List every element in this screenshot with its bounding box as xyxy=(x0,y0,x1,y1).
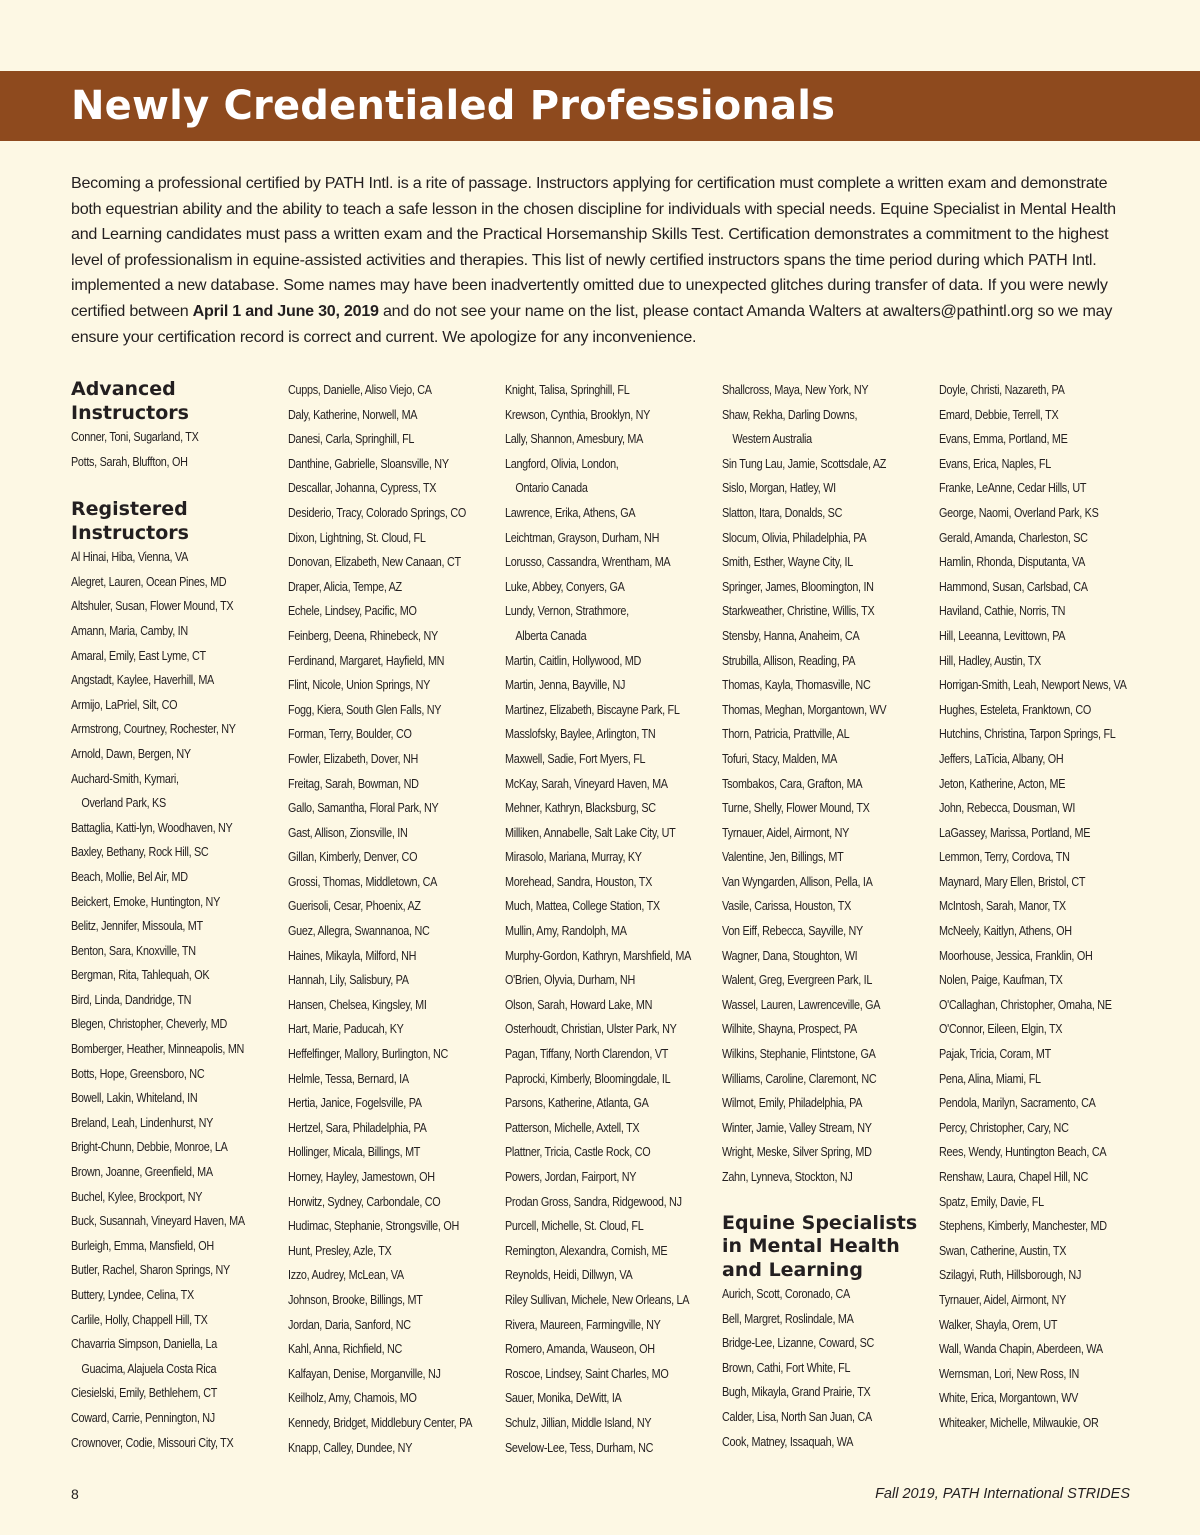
list-item: Jeton, Katherine, Acton, ME xyxy=(939,776,1066,791)
list-item: Spatz, Emily, Davie, FL xyxy=(939,1194,1044,1209)
list-item: Breland, Leah, Lindenhurst, NY xyxy=(71,1115,214,1130)
list-item: Hamlin, Rhonda, Disputanta, VA xyxy=(939,555,1086,570)
list-item: Sevelow-Lee, Tess, Durham, NC xyxy=(505,1440,654,1455)
list-item: Altshuler, Susan, Flower Mound, TX xyxy=(71,599,234,614)
intro-paragraph xyxy=(71,171,1131,350)
list-item: Cook, Matney, Issaquah, WA xyxy=(722,1434,854,1449)
list-item: Fowler, Elizabeth, Dover, NH xyxy=(288,751,419,766)
list-item: Overland Park, KS xyxy=(81,796,166,811)
list-item: Hammond, Susan, Carlsbad, CA xyxy=(939,579,1088,594)
list-item: Bergman, Rita, Tahlequah, OK xyxy=(71,968,210,983)
list-item: Bell, Margret, Roslindale, MA xyxy=(722,1311,854,1326)
section-title-line: Instructors xyxy=(71,401,189,424)
list-item: Wagner, Dana, Stoughton, WI xyxy=(722,948,858,963)
list-item: Parsons, Katherine, Atlanta, GA xyxy=(505,1096,649,1111)
list-item: Bugh, Mikayla, Grand Prairie, TX xyxy=(722,1385,871,1400)
list-item: Heffelfinger, Mallory, Burlington, NC xyxy=(288,1047,449,1062)
list-item: Wilkins, Stephanie, Flintstone, GA xyxy=(722,1047,876,1062)
list-item: Amann, Maria, Camby, IN xyxy=(71,623,188,638)
list-item: Benton, Sara, Knoxville, TN xyxy=(71,943,196,958)
list-item: Shaw, Rekha, Darling Downs, xyxy=(722,407,858,422)
list-item: Baxley, Bethany, Rock Hill, SC xyxy=(71,845,209,860)
list-item: LaGassey, Marissa, Portland, ME xyxy=(939,825,1091,840)
list-item: Hunt, Presley, Azle, TX xyxy=(288,1243,392,1258)
list-item: Freitag, Sarah, Bowman, ND xyxy=(288,776,419,791)
list-item: Stephens, Kimberly, Manchester, MD xyxy=(939,1219,1107,1234)
list-item: Evans, Erica, Naples, FL xyxy=(939,456,1051,471)
list-item: John, Rebecca, Dousman, WI xyxy=(939,801,1076,816)
list-item: Armijo, LaPriel, Silt, CO xyxy=(71,697,178,712)
list-item: Calder, Lisa, North San Juan, CA xyxy=(722,1410,872,1425)
list-item: Ontario Canada xyxy=(515,481,588,496)
list-item: Crownover, Codie, Missouri City, TX xyxy=(71,1435,234,1450)
list-item: Sislo, Morgan, Hatley, WI xyxy=(722,481,836,496)
list-item: Renshaw, Laura, Chapel Hill, NC xyxy=(939,1170,1088,1184)
list-item: Mullin, Amy, Randolph, MA xyxy=(505,924,627,939)
list-item: Burleigh, Emma, Mansfield, OH xyxy=(71,1238,214,1253)
list-item: McNeely, Kaitlyn, Athens, OH xyxy=(939,924,1072,939)
list-item: Tofuri, Stacy, Malden, MA xyxy=(722,751,838,766)
list-item: Feinberg, Deena, Rhinebeck, NY xyxy=(288,628,438,643)
list-item: Blegen, Christopher, Cheverly, MD xyxy=(71,1017,228,1032)
list-item: Chavarria Simpson, Daniella, La xyxy=(71,1337,217,1352)
list-item: Springer, James, Bloomington, IN xyxy=(722,579,874,594)
section-title-registered-instructors xyxy=(71,498,283,545)
list-item: Dixon, Lightning, St. Cloud, FL xyxy=(288,530,426,545)
list-item: Buttery, Lyndee, Celina, TX xyxy=(71,1288,194,1302)
publication-footer: Fall 2019, PATH International STRIDES xyxy=(875,1486,1130,1502)
advanced-instructors-list xyxy=(71,425,283,474)
list-item: Botts, Hope, Greensboro, NC xyxy=(71,1066,205,1081)
list-item: Thomas, Meghan, Morgantown, WV xyxy=(722,702,887,717)
list-item: Hannah, Lily, Salisbury, PA xyxy=(288,973,409,988)
list-item: Hertzel, Sara, Philadelphia, PA xyxy=(288,1120,427,1135)
list-item: Vasile, Carissa, Houston, TX xyxy=(722,899,852,914)
list-item: Kennedy, Bridget, Middlebury Center, PA xyxy=(288,1415,473,1430)
list-item: Beickert, Emoke, Huntington, NY xyxy=(71,894,220,909)
list-item: Bright-Chunn, Debbie, Monroe, LA xyxy=(71,1140,228,1155)
list-item: Kahl, Anna, Richfield, NC xyxy=(288,1342,403,1357)
list-item: White, Erica, Morgantown, WV xyxy=(939,1391,1079,1406)
list-item: Paprocki, Kimberly, Bloomingdale, IL xyxy=(505,1071,671,1086)
list-item: Smith, Esther, Wayne City, IL xyxy=(722,555,853,570)
list-item: Riley Sullivan, Michele, New Orleans, LA xyxy=(505,1292,690,1307)
list-item: Strubilla, Allison, Reading, PA xyxy=(722,653,856,668)
list-item: Mirasolo, Mariana, Murray, KY xyxy=(505,850,642,865)
list-item: Much, Mattea, College Station, TX xyxy=(505,899,660,914)
list-item: Angstadt, Kaylee, Haverhill, MA xyxy=(71,673,214,688)
column-2 xyxy=(288,378,500,1460)
page-number: 8 xyxy=(71,1486,79,1502)
list-item: Alegret, Lauren, Ocean Pines, MD xyxy=(71,574,227,589)
list-item: Guez, Allegra, Swannanoa, NC xyxy=(288,924,430,939)
list-item: Conner, Toni, Sugarland, TX xyxy=(71,430,199,444)
column-1 xyxy=(71,378,283,1455)
list-item: Ciesielski, Emily, Bethlehem, CT xyxy=(71,1386,218,1401)
section-title-line: Instructors xyxy=(71,521,189,544)
list-item: Romero, Amanda, Wauseon, OH xyxy=(505,1342,655,1357)
section-title-equine-specialists xyxy=(722,1212,934,1283)
list-item: Guacima, Alajuela Costa Rica xyxy=(81,1361,217,1376)
list-item: Turne, Shelly, Flower Mound, TX xyxy=(722,801,870,816)
section-title-line: Equine Specialists xyxy=(722,1211,918,1234)
list-item: Danthine, Gabrielle, Sloansville, NY xyxy=(288,456,449,471)
list-item: Hart, Marie, Paducah, KY xyxy=(288,1022,404,1037)
list-item: Wright, Meske, Silver Spring, MD xyxy=(722,1145,872,1160)
intro-text-part2: and do not see your name on the list, please contact Amanda Walters at awalters@pathintl.org so we may ensure your certification record is correct and current. We apologize for any inconvenience. xyxy=(71,301,1113,346)
list-item: Lally, Shannon, Amesbury, MA xyxy=(505,432,644,447)
list-item: Arnold, Dawn, Bergen, NY xyxy=(71,746,191,761)
list-item: Wall, Wanda Chapin, Aberdeen, WA xyxy=(939,1342,1103,1357)
list-item: Horrigan-Smith, Leah, Newport News, VA xyxy=(939,678,1127,693)
list-item: Jordan, Daria, Sanford, NC xyxy=(288,1317,411,1332)
list-item: Leichtman, Grayson, Durham, NH xyxy=(505,530,660,545)
list-item: Horwitz, Sydney, Carbondale, CO xyxy=(288,1194,441,1209)
list-item: Forman, Terry, Boulder, CO xyxy=(288,727,412,742)
list-item: Amaral, Emily, East Lyme, CT xyxy=(71,648,206,663)
list-item: Armstrong, Courtney, Rochester, NY xyxy=(71,722,236,737)
list-item: Von Eiff, Rebecca, Sayville, NY xyxy=(722,924,863,939)
list-item: Hutchins, Christina, Tarpon Springs, FL xyxy=(939,727,1116,742)
list-item: Murphy-Gordon, Kathryn, Marshfield, MA xyxy=(505,948,692,963)
list-item: Cupps, Danielle, Aliso Viejo, CA xyxy=(288,383,432,397)
list-item: Western Australia xyxy=(732,432,812,447)
list-item: Williams, Caroline, Claremont, NC xyxy=(722,1071,877,1086)
list-item: Butler, Rachel, Sharon Springs, NY xyxy=(71,1263,230,1278)
list-item: O'Callaghan, Christopher, Omaha, NE xyxy=(939,997,1112,1012)
list-item: Thomas, Kayla, Thomasville, NC xyxy=(722,678,871,693)
registered-instructors-list-b xyxy=(288,378,500,1460)
list-item: Pendola, Marilyn, Sacramento, CA xyxy=(939,1096,1096,1111)
list-item: Pajak, Tricia, Coram, MT xyxy=(939,1047,1051,1062)
list-item: Starkweather, Christine, Willis, TX xyxy=(722,604,875,619)
list-item: Kalfayan, Denise, Morganville, NJ xyxy=(288,1366,441,1381)
list-item: Morehead, Sandra, Houston, TX xyxy=(505,874,653,889)
section-title-line: and Learning xyxy=(722,1258,863,1281)
list-item: Whiteaker, Michelle, Milwaukie, OR xyxy=(939,1415,1099,1430)
list-item: Horney, Hayley, Jamestown, OH xyxy=(288,1170,435,1184)
list-item: Nolen, Paige, Kaufman, TX xyxy=(939,973,1063,988)
list-item: Rivera, Maureen, Farmingville, NY xyxy=(505,1317,661,1332)
list-item: Wassel, Lauren, Lawrenceville, GA xyxy=(722,997,881,1012)
list-item: Auchard-Smith, Kymari, xyxy=(71,771,179,786)
list-item: Moorhouse, Jessica, Franklin, OH xyxy=(939,948,1093,963)
list-item: Ferdinand, Margaret, Hayfield, MN xyxy=(288,653,445,668)
list-item: Milliken, Annabelle, Salt Lake City, UT xyxy=(505,825,676,840)
list-item: Purcell, Michelle, St. Cloud, FL xyxy=(505,1219,644,1234)
list-item: Stensby, Hanna, Anaheim, CA xyxy=(722,628,860,643)
list-item: Jeffers, LaTicia, Albany, OH xyxy=(939,751,1064,766)
list-item: Potts, Sarah, Bluffton, OH xyxy=(71,454,188,469)
list-item: Winter, Jamie, Valley Stream, NY xyxy=(722,1120,872,1135)
list-item: Gerald, Amanda, Charleston, SC xyxy=(939,530,1088,545)
list-item: Flint, Nicole, Union Springs, NY xyxy=(288,678,431,693)
list-item: Hertia, Janice, Fogelsville, PA xyxy=(288,1096,422,1111)
list-item: Martinez, Elizabeth, Biscayne Park, FL xyxy=(505,702,680,717)
list-item: Pena, Alina, Miami, FL xyxy=(939,1071,1041,1086)
column-5 xyxy=(939,378,1151,1436)
list-item: Sauer, Monika, DeWitt, IA xyxy=(505,1391,622,1406)
section-title-line: Advanced xyxy=(71,378,176,400)
list-item: Wilmot, Emily, Philadelphia, PA xyxy=(722,1096,863,1111)
list-item: Gallo, Samantha, Floral Park, NY xyxy=(288,801,439,816)
list-item: Valentine, Jen, Billings, MT xyxy=(722,850,844,865)
list-item: Knapp, Calley, Dundee, NY xyxy=(288,1440,413,1455)
page-title: Newly Credentialed Professionals xyxy=(71,83,836,129)
list-item: Lorusso, Cassandra, Wrentham, MA xyxy=(505,555,671,570)
registered-instructors-list-a xyxy=(71,545,283,1455)
list-item: Johnson, Brooke, Billings, MT xyxy=(288,1292,423,1307)
list-item: Buchel, Kylee, Brockport, NY xyxy=(71,1189,203,1204)
list-item: Shallcross, Maya, New York, NY xyxy=(722,383,869,397)
list-item: Slatton, Itara, Donalds, SC xyxy=(722,505,843,520)
list-item: Draper, Alicia, Tempe, AZ xyxy=(288,579,402,594)
list-item: George, Naomi, Overland Park, KS xyxy=(939,505,1099,520)
list-item: Sin Tung Lau, Jamie, Scottsdale, AZ xyxy=(722,456,887,471)
list-item: Slocum, Olivia, Philadelphia, PA xyxy=(722,530,867,545)
list-item: Izzo, Audrey, McLean, VA xyxy=(288,1268,404,1283)
list-item: Helmle, Tessa, Bernard, IA xyxy=(288,1071,409,1086)
intro-text-part1: Becoming a professional certified by PATH Intl. is a rite of passage. Instructors applying for certification must complete a written exam and demonstrate both equestrian ability and the ability to teach a safe lesson in the chosen discipline for individuals with special needs. Equine Specialist in Mental Health and Learning candidates must pass a written exam and the Practical Horsemanship Skills Test. Certification demonstrates a commitment to the highest level of professionalism in equine-assisted activities and therapies. This list of newly certified instructors spans the time period during which PATH Intl. implemented a new database. Some names may have been inadvertently omitted due to unexpected glitches during transfer of data. If you were newly certified between xyxy=(71,174,1116,320)
list-item: Walent, Greg, Evergreen Park, IL xyxy=(722,973,873,988)
list-item: Tsombakos, Cara, Grafton, MA xyxy=(722,776,863,791)
list-item: Franke, LeAnne, Cedar Hills, UT xyxy=(939,481,1087,496)
list-item: Daly, Katherine, Norwell, MA xyxy=(288,407,418,422)
list-item: Patterson, Michelle, Axtell, TX xyxy=(505,1120,640,1135)
list-item: Wernsman, Lori, New Ross, IN xyxy=(939,1366,1080,1381)
intro-dates: April 1 and June 30, 2019 xyxy=(192,301,379,320)
list-item: Bomberger, Heather, Minneapolis, MN xyxy=(71,1042,245,1057)
list-item: Danesi, Carla, Springhill, FL xyxy=(288,432,415,447)
list-item: Langford, Olivia, London, xyxy=(505,456,619,471)
list-item: Gillan, Kimberly, Denver, CO xyxy=(288,850,418,865)
list-item: Hollinger, Micala, Billings, MT xyxy=(288,1145,421,1160)
list-item: Keilholz, Amy, Chamois, MO xyxy=(288,1391,417,1406)
equine-specialists-list-b xyxy=(939,378,1151,1436)
list-item: Prodan Gross, Sandra, Ridgewood, NJ xyxy=(505,1194,682,1209)
list-item: Doyle, Christi, Nazareth, PA xyxy=(939,383,1065,397)
equine-specialists-list-a xyxy=(722,1282,934,1454)
list-item: Haviland, Cathie, Norris, TN xyxy=(939,604,1066,619)
list-item: O'Connor, Eileen, Elgin, TX xyxy=(939,1022,1063,1037)
list-item: Bridge-Lee, Lizanne, Coward, SC xyxy=(722,1336,875,1351)
list-item: Tyrnauer, Aidel, Airmont, NY xyxy=(939,1292,1067,1307)
list-item: Martin, Caitlin, Hollywood, MD xyxy=(505,653,642,668)
list-item: Beach, Mollie, Bel Air, MD xyxy=(71,869,188,884)
list-item: Maynard, Mary Ellen, Bristol, CT xyxy=(939,874,1086,889)
list-item: Thorn, Patricia, Prattville, AL xyxy=(722,727,850,742)
list-item: Emard, Debbie, Terrell, TX xyxy=(939,407,1059,422)
list-item: Pagan, Tiffany, North Clarendon, VT xyxy=(505,1047,669,1062)
list-item: Alberta Canada xyxy=(515,628,587,643)
section-title-line: in Mental Health xyxy=(722,1235,900,1258)
list-item: Lawrence, Erika, Athens, GA xyxy=(505,505,636,520)
list-item: Powers, Jordan, Fairport, NY xyxy=(505,1170,637,1184)
column-3 xyxy=(505,378,717,1460)
list-item: Hudimac, Stephanie, Strongsville, OH xyxy=(288,1219,459,1234)
list-item: Al Hinai, Hiba, Vienna, VA xyxy=(71,550,189,565)
list-item: Buck, Susannah, Vineyard Haven, MA xyxy=(71,1214,245,1229)
list-item: Haines, Mikayla, Milford, NH xyxy=(288,948,417,963)
list-item: Martin, Jenna, Bayville, NJ xyxy=(505,678,626,693)
list-item: Coward, Carrie, Pennington, NJ xyxy=(71,1410,215,1425)
list-item: Swan, Catherine, Austin, TX xyxy=(939,1243,1067,1258)
list-item: Desiderio, Tracy, Colorado Springs, CO xyxy=(288,505,466,520)
list-item: Szilagyi, Ruth, Hillsborough, NJ xyxy=(939,1268,1082,1283)
list-item: Van Wyngarden, Allison, Pella, IA xyxy=(722,874,873,889)
list-item: McKay, Sarah, Vineyard Haven, MA xyxy=(505,776,668,791)
list-item: McIntosh, Sarah, Manor, TX xyxy=(939,899,1066,914)
list-item: Krewson, Cynthia, Brooklyn, NY xyxy=(505,407,651,422)
list-item: Osterhoudt, Christian, Ulster Park, NY xyxy=(505,1022,677,1037)
list-item: Evans, Emma, Portland, ME xyxy=(939,432,1068,447)
list-item: Zahn, Lynneva, Stockton, NJ xyxy=(722,1170,853,1184)
list-item: Tyrnauer, Aidel, Airmont, NY xyxy=(722,825,850,840)
list-item: Carlile, Holly, Chappell Hill, TX xyxy=(71,1312,208,1327)
list-item: Reynolds, Heidi, Dillwyn, VA xyxy=(505,1268,633,1283)
list-item: Olson, Sarah, Howard Lake, MN xyxy=(505,997,653,1012)
registered-instructors-list-d xyxy=(722,378,934,1190)
list-item: Brown, Joanne, Greenfield, MA xyxy=(71,1165,213,1180)
list-item: Percy, Christopher, Cary, NC xyxy=(939,1120,1069,1135)
list-item: Belitz, Jennifer, Missoula, MT xyxy=(71,919,203,934)
list-item: Guerisoli, Cesar, Phoenix, AZ xyxy=(288,899,421,914)
list-item: Schulz, Jillian, Middle Island, NY xyxy=(505,1415,652,1430)
list-item: Hughes, Esteleta, Franktown, CO xyxy=(939,702,1092,717)
list-item: Maxwell, Sadie, Fort Myers, FL xyxy=(505,751,646,766)
list-item: Fogg, Kiera, South Glen Falls, NY xyxy=(288,702,442,717)
list-item: Bowell, Lakin, Whiteland, IN xyxy=(71,1091,198,1106)
list-item: Hill, Hadley, Austin, TX xyxy=(939,653,1041,668)
list-item: Echele, Lindsey, Pacific, MO xyxy=(288,604,417,619)
list-item: Hansen, Chelsea, Kingsley, MI xyxy=(288,997,427,1012)
section-title-line: Registered xyxy=(71,498,188,521)
section-title-advanced-instructors xyxy=(71,378,283,425)
title-banner xyxy=(0,71,1200,141)
list-item: O'Brien, Olyvia, Durham, NH xyxy=(505,973,635,988)
column-4 xyxy=(722,378,934,1454)
list-item: Luke, Abbey, Conyers, GA xyxy=(505,579,625,594)
list-item: Mehner, Kathryn, Blacksburg, SC xyxy=(505,801,656,816)
list-item: Lundy, Vernon, Strathmore, xyxy=(505,604,629,619)
list-item: Plattner, Tricia, Castle Rock, CO xyxy=(505,1145,651,1160)
list-item: Bird, Linda, Dandridge, TN xyxy=(71,992,192,1007)
list-item: Grossi, Thomas, Middletown, CA xyxy=(288,874,438,889)
list-item: Brown, Cathi, Fort White, FL xyxy=(722,1360,851,1375)
list-item: Gast, Allison, Zionsville, IN xyxy=(288,825,408,840)
list-item: Wilhite, Shayna, Prospect, PA xyxy=(722,1022,857,1037)
list-item: Rees, Wendy, Huntington Beach, CA xyxy=(939,1145,1107,1160)
list-item: Walker, Shayla, Orem, UT xyxy=(939,1317,1058,1332)
list-item: Knight, Talisa, Springhill, FL xyxy=(505,383,630,397)
list-item: Roscoe, Lindsey, Saint Charles, MO xyxy=(505,1366,669,1381)
registered-instructors-list-c xyxy=(505,378,717,1460)
list-item: Masslofsky, Baylee, Arlington, TN xyxy=(505,727,656,742)
list-item: Aurich, Scott, Coronado, CA xyxy=(722,1287,850,1302)
list-item: Hill, Leeanna, Levittown, PA xyxy=(939,628,1066,643)
list-item: Remington, Alexandra, Cornish, ME xyxy=(505,1243,668,1258)
list-item: Descallar, Johanna, Cypress, TX xyxy=(288,481,437,496)
list-item: Donovan, Elizabeth, New Canaan, CT xyxy=(288,555,461,570)
list-item: Battaglia, Katti-lyn, Woodhaven, NY xyxy=(71,820,233,835)
list-item: Lemmon, Terry, Cordova, TN xyxy=(939,850,1070,865)
